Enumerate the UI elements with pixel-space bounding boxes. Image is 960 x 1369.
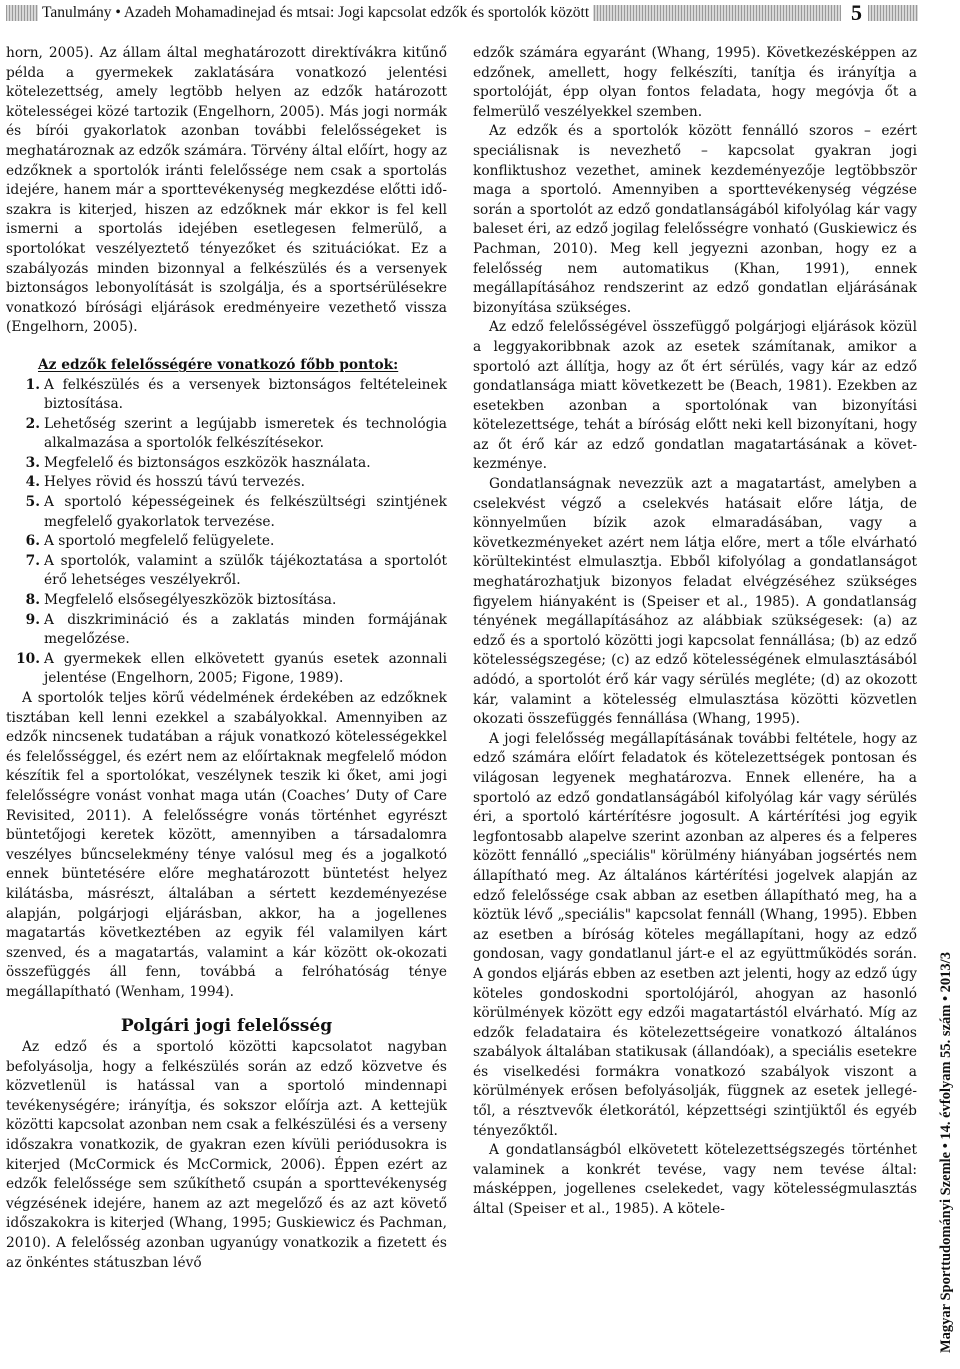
list-item — [6, 552, 447, 591]
list-item — [6, 454, 447, 474]
list-item — [6, 591, 447, 611]
list-number: 1. — [25, 376, 40, 393]
list-number: 5. — [25, 494, 40, 511]
page-number: 5 — [841, 4, 868, 22]
list-item — [6, 493, 447, 532]
left-column — [6, 44, 447, 1273]
list-item — [6, 415, 447, 454]
journal-side-note: Magyar Sporttudományi Szemle • 14. évfolyam 55. szám • 2013/3 — [938, 952, 954, 1354]
paragraph: Az edzők és a sportolók között fennálló szoros – ezért speciálisnak is nevezhető – kapcsolat gyakran jogi konfliktushoz vezethet, aminek kezdeményezője legtöbbször maga a sportoló. Amennyiben a sporttevékenység végzése során a sportolót az edző gondatlanságából kifolyólag kár vagy baleset éri, az edző jogilag felelősségre vonható (Guskiewicz és Pachman, 2010). Meg kell jegyezni azonban, hogy ez a felelősség nem automatikus (Khan, 1991), ennek megállapításához rendszerint az edző gondatlan eljárásának bizonyítása szükséges. — [473, 123, 917, 316]
paragraph: A gondatlanságból elkövetett kötelezettségszegés történhet valaminek a konkrét tevése, vagy nem tevése által: másképpen, jogellenes cselekedet, vagy kötelességmulasztás által (Speiser et al., 1985). A kötele- — [473, 1142, 917, 1218]
list-item — [6, 473, 447, 493]
list-item — [6, 532, 447, 552]
right-column — [473, 44, 917, 1220]
list-item — [6, 650, 447, 689]
paragraph: A sportolók teljes körű védelmének érdekében az edzőknek tisztában kell lenni ezekkel a szabályokkal. Amennyiben az edzők nincsenek tudatában a rájuk vonatkozó kötelességekkel és felelősséggel, és ezért nem az előírtaknak megfelelő módon készítik fel a sportolókat, veszélynek teszik ki őket, ami jogi felelősségre vonást vonhat maga után (Coaches’ Duty of Care Revisited, 2011). A felelősségre vonás történhet egyrészt büntetőjogi keretek között, amennyiben a társadalomra veszélyes bűncselekmény tényе valósul meg és a jogalkotó ennek büntetésére előre meghatározott büntetést helyez kilátásba, másrészt, általában a sértett kezdeményezése alapján, polgárjogi eljárásban, akkor, ha a jogellenes magatartás következtében az egyik fél valamilyen kárt szenved, és a magatartás, valamint a kár között ok-okozati összefüggés áll fenn, továbbá a felróhatóság ténye megállapítható (Wenham, 1994). — [6, 690, 447, 1000]
points-heading: Az edzők felelősségére vonatkozó főbb pontok: — [38, 356, 399, 373]
list-number: 6. — [25, 533, 40, 550]
list-text: Megfelelő és biztonságos eszközök használata. — [44, 454, 371, 471]
list-number: 4. — [25, 474, 40, 491]
list-number: 9. — [25, 611, 40, 628]
list-text: Helyes rövid és hosszú távú tervezés. — [44, 474, 305, 491]
header-rule-tail — [868, 5, 918, 21]
paragraph: Az edző felelősségével összefüggő polgárjogi eljárások közül a leggyakoribbnak azok az esetek számítanak, amikor a sportoló azt állítja, hogy az őt ért sérülés, vagy kár az edző gondatlansága miatt következett be (Beach, 1981). Ezekben az esetekben azonban a sportolónak van bizonyítási kötelezettsége, tehát a bíróság előtt neki kell bizonyítani, hogy az őt érő kár az edző gondatlan magatartásának a következménye. — [473, 319, 917, 473]
paragraph: Az edző és a sportoló közötti kapcsolatot nagyban befolyásolja, hogy a felkészülés során az edző közvetve és közvetlenül is hatással van a sportoló mindennapi tevékenységére; irányítja, és sokszor előírja azt. A kettejük közötti kapcsolat azonban nem csak a felkészülési és a verseny időszakra vonatkozik, de gyakran ezen kívüli periódusokra is kiterjed (McCormick és McCormick, 2006). Éppen ezért az edzők felelőssége sem szűkíthető csupán a sporttevékenység végzésének idejére, hanem az azt megelőző és az azt követő időszakokra is kiterjed (Whang, 1995; Guskiewicz és Pachman, 2010). A felelősség azonban ugyanúgy vonatkozik a fizetett és az önkéntes státuszban lévő — [6, 1039, 447, 1271]
running-header — [6, 0, 918, 25]
list-item — [6, 611, 447, 650]
header-rule — [6, 5, 841, 21]
list-number: 3. — [25, 454, 40, 471]
list-text: A diszkrimináció és a zaklatás minden formájának megelőzése. — [44, 611, 447, 648]
paragraph: edzők számára egyaránt (Whang, 1995). Következésképpen az edzőnek, amellett, hogy felkészíti, tanítja és irányítja a sportolóját, épp olyan fontos feladata, hogy megóvja őt a felmerülő veszélyekkel szemben. — [473, 45, 917, 120]
list-number: 10. — [16, 650, 40, 667]
paragraph: horn, 2005). Az állam által meghatározott direktívákra kitűnő példa a gyermekek zaklatására vonatkozó jelentési kötelezettség, amely legtöbb helyen az edzők határozott kötelességei közé tartozik (Engelhorn, 2005). Más jogi normák és bírói gyakorlatok azonban további felelősségeket is meghatároznak az edzők számára. Törvény által előírt, hogy az edzőknek a sportolók iránti felelőssége nem csak a sportolás idejére, hanem már a sporttevékenység megkezdése előtti időszakra is kiterjed, hiszen az edzőknek már ekkor is fel kell ismerni a sportolás idejében esetlegesen felmerülő, a sportolókat veszélyeztető tényezőket és szituációkat. Ez a szabályozás minden bizonnyal a felkészülés és a versenyek biztonságos lebonyolítását is szolgálja, és a sportsérülésekre vonatkozó bírósági eljárások eredményeire vezethető vissza (Engelhorn, 2005). — [6, 45, 447, 336]
list-text: Lehetőség szerint a legújabb ismeretek és technológia alkalmazása a sportolók felkészítésekor. — [44, 415, 447, 452]
list-text: Megfelelő elsősegélyeszközök biztosítása. — [44, 592, 337, 609]
section-heading: Polgári jogi felelősség — [120, 1015, 333, 1036]
paragraph: Gondatlanságnak nevezzük azt a magatartást, amelyben a cselekvést végző a cselekvés hatásait előre látja, de könnyelműen bízik azok elmaradásában, vagy a következményeket azért nem látja előre, mert a tőle elvárható körültekintést elmulasztja. Ebből kifolyólag a gondatlanságot meghatározhatjuk bizonyos feladat elvégzéséhez szükséges figyelem hiányaként is (Speiser et al., 1985). A gondatlanság tényének megállapításához az alábbiak szükségesek: (a) az edző és a sportoló közötti jogi kapcsolat fennállása; (b) az edző kötelességszegése; (c) az edző kötelességének elmulasztásából adódó, a sportolót érő kár vagy sérülés megléte; (d) az okozott kár, valamint a kötelesség elmulasztása közötti közvetlen okozati összefüggés fennállása (Whang, 1995). — [473, 476, 917, 728]
running-title: Tanulmány • Azadeh Mohamadinejad és mtsai: Jogi kapcsolat edzők és sportolók között — [38, 4, 593, 22]
list-text: A sportoló megfelelő felügyelete. — [44, 533, 275, 550]
responsibility-list — [6, 376, 447, 690]
list-item — [6, 376, 447, 415]
list-text: A gyermekek ellen elkövetett gyanús esetek azonnali jelentése (Engelhorn, 2005; Figone, 1989). — [44, 650, 447, 687]
list-number: 8. — [25, 592, 40, 609]
list-number: 2. — [25, 415, 40, 432]
paragraph: A jogi felelősség megállapításának további feltétele, hogy az edző számára előírt feladatok és kötelezettségek pontosan és világosan legyenek meghatározva. Ennek ellenére, ha a sportoló az edző gondatlanságából kifolyólag kár vagy sérülés éri, a sportoló kártérítésre jogosult. A kártérítési jog egyik legfontosabb alapelve szerint azonban az alperes és a felperes között fennálló „speciális" körülmény hiányában jogsértés nem állapítható meg. Az általános kártérítési jogelvek alapján az edző felelőssége csak abban az esetben állapítható meg, ha a köztük lévő „speciális" kapcsolat fennáll (Whang, 1995). Ebben az esetben a bíróság köteles megállapítani, hogy az edző gondosan, vagy gondatlanul járt-e el az együttműködés során. A gondos eljárás ebben az esetben azt jelenti, hogy az edző úgy köteles gondoskodni sportolójáról, ahogyan az hasonló körülmények között egy edzői magatartástól elvárható. Míg az edzők feladataira és kötelezettségeire vonatkozó általános szabályok általában statikusak (állandóak), a speciális esetekre és viselkedési formákra vonatkozó szabályok viszont a körülmények erősen befolyásolják, függnek az esetek jellegétől, a résztvevők életkorától, képzettségi szintjüktől és egyéb tényezőktől. — [473, 730, 917, 1139]
list-number: 7. — [25, 552, 40, 569]
list-text: A sportoló képességeinek és felkészültségi szintjének megfelelő gyakorlatok tervezése. — [44, 494, 447, 530]
list-text: A sportolók, valamint a szülők tájékoztatása a sportolót érő lehetséges veszélyekről. — [44, 552, 447, 589]
list-text: A felkészülés és a versenyek biztonságos feltételeinek biztosítása. — [44, 376, 447, 413]
